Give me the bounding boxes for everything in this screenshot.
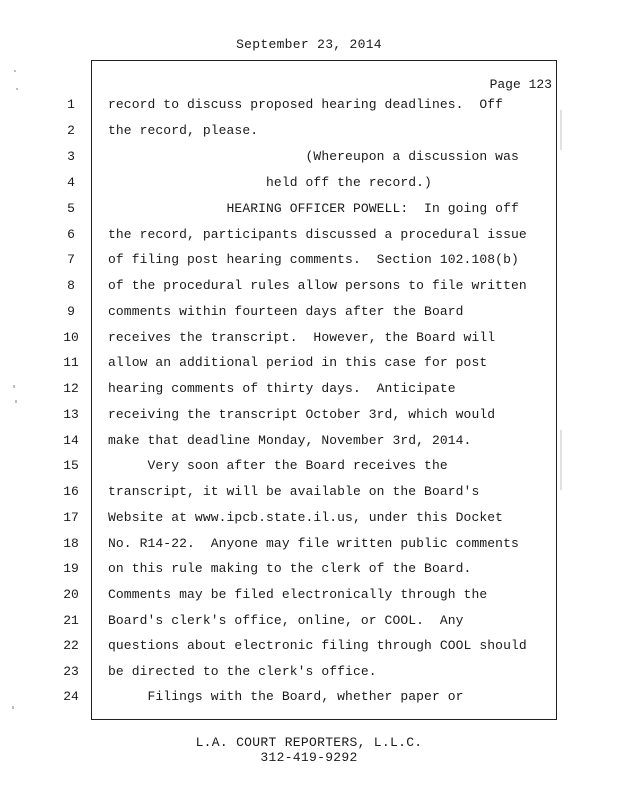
- transcript-line: [0, 638, 618, 664]
- line-text: on this rule making to the clerk of the Board.: [108, 561, 472, 576]
- transcript-line: [0, 458, 618, 484]
- transcript-line: [0, 278, 618, 304]
- line-text: transcript, it will be available on the Board's: [108, 484, 480, 499]
- line-text: No. R14-22. Anyone may file written public comments: [108, 536, 519, 551]
- transcript-line: [0, 227, 618, 253]
- line-number: 23: [63, 664, 79, 679]
- transcript-line: [0, 561, 618, 587]
- line-text: (Whereupon a discussion was: [108, 149, 519, 164]
- scan-mark: [15, 400, 17, 403]
- line-number: 4: [67, 175, 75, 190]
- line-number: 17: [63, 510, 79, 525]
- scan-mark: [14, 70, 16, 72]
- line-text: held off the record.): [108, 175, 432, 190]
- line-text: the record, participants discussed a procedural issue: [108, 227, 527, 242]
- transcript-line: [0, 689, 618, 715]
- transcript-line: [0, 407, 618, 433]
- line-number: 13: [63, 407, 79, 422]
- line-text: comments within fourteen days after the Board: [108, 304, 464, 319]
- footer: [0, 735, 618, 765]
- transcript-line: [0, 330, 618, 356]
- line-text: questions about electronic filing through COOL should: [108, 638, 527, 653]
- line-text: allow an additional period in this case for post: [108, 355, 488, 370]
- line-number: 14: [63, 433, 79, 448]
- line-text: Board's clerk's office, online, or COOL. Any: [108, 613, 464, 628]
- transcript-line: [0, 149, 618, 175]
- scan-mark: [560, 430, 562, 490]
- line-text: Website at www.ipcb.state.il.us, under this Docket: [108, 510, 504, 525]
- line-text: be directed to the clerk's office.: [108, 664, 377, 679]
- scan-mark: [13, 385, 15, 388]
- transcript-line: [0, 664, 618, 690]
- line-text: receiving the transcript October 3rd, which would: [108, 407, 496, 422]
- line-text: Very soon after the Board receives the: [108, 458, 448, 473]
- line-text: Comments may be filed electronically through the: [108, 587, 488, 602]
- transcript-line: [0, 587, 618, 613]
- scan-mark: [560, 110, 562, 150]
- page-number: Page 123: [489, 77, 552, 92]
- transcript-line: [0, 252, 618, 278]
- line-number: 16: [63, 484, 79, 499]
- transcript-line: [0, 484, 618, 510]
- line-text: of the procedural rules allow persons to file written: [108, 278, 527, 293]
- line-number: 7: [67, 252, 75, 267]
- footer-company: L.A. COURT REPORTERS, L.L.C.: [195, 735, 423, 750]
- line-number: 22: [63, 638, 79, 653]
- line-text: hearing comments of thirty days. Anticipate: [108, 381, 456, 396]
- line-number: 15: [63, 458, 79, 473]
- transcript-line: [0, 433, 618, 459]
- line-number: 10: [63, 330, 79, 345]
- transcript-line: [0, 201, 618, 227]
- transcript-line: [0, 613, 618, 639]
- scan-mark: [12, 706, 14, 709]
- transcript-line: [0, 381, 618, 407]
- line-number: 12: [63, 381, 79, 396]
- line-number: 20: [63, 587, 79, 602]
- line-number: 6: [67, 227, 75, 242]
- line-text: of filing post hearing comments. Section 102.108(b): [108, 252, 519, 267]
- line-number: 21: [63, 613, 79, 628]
- line-text: HEARING OFFICER POWELL: In going off: [108, 201, 519, 216]
- transcript-line: [0, 355, 618, 381]
- line-number: 8: [67, 278, 75, 293]
- header-date: September 23, 2014: [236, 37, 382, 52]
- line-number: 3: [67, 149, 75, 164]
- transcript-line: [0, 536, 618, 562]
- line-text: make that deadline Monday, November 3rd, 2014.: [108, 433, 472, 448]
- line-number: 5: [67, 201, 75, 216]
- line-text: Filings with the Board, whether paper or: [108, 689, 464, 704]
- line-number: 9: [67, 304, 75, 319]
- line-number: 24: [63, 689, 79, 704]
- line-number: 19: [63, 561, 79, 576]
- line-text: receives the transcript. However, the Board will: [108, 330, 496, 345]
- line-number: 18: [63, 536, 79, 551]
- scan-mark: [16, 88, 18, 90]
- line-number: 1: [67, 97, 75, 112]
- line-text: the record, please.: [108, 123, 259, 138]
- line-text: record to discuss proposed hearing deadlines. Off: [108, 97, 504, 112]
- transcript-line: [0, 123, 618, 149]
- footer-phone: 312-419-9292: [260, 750, 358, 765]
- transcript-line: [0, 304, 618, 330]
- transcript-line: [0, 175, 618, 201]
- line-number: 11: [63, 355, 79, 370]
- transcript-line: [0, 510, 618, 536]
- transcript-line: [0, 97, 618, 123]
- line-number: 2: [67, 123, 75, 138]
